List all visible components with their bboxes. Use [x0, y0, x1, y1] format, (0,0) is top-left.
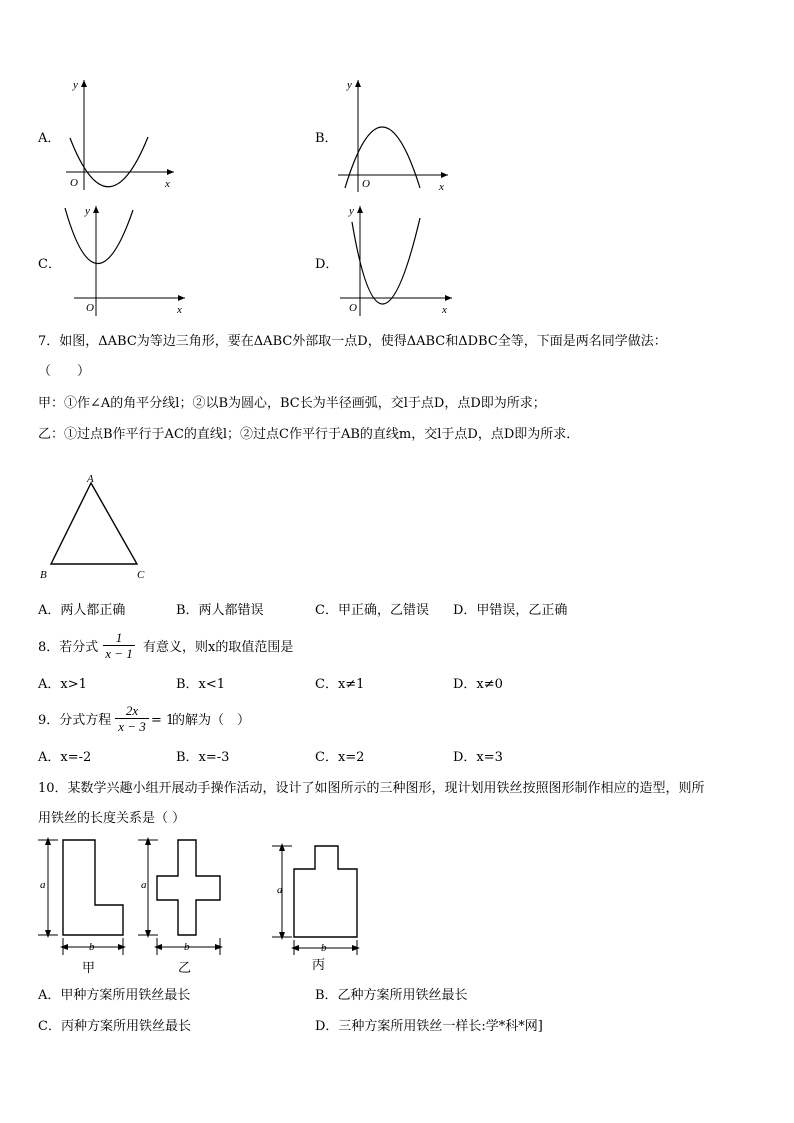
q9-suffix: 的解为（ ）	[172, 713, 251, 728]
shape-cross	[157, 840, 220, 935]
q10-line1: 10．某数学兴趣小组开展动手操作活动，设计了如图所示的三种图形，现计划用铁丝按照图形制作相应的造型，则所	[38, 781, 705, 796]
q10-line2: 用铁丝的长度关系是（ ）	[38, 811, 186, 826]
graph-d-o: O	[349, 302, 357, 314]
q7-jia: 甲：①作∠A的角平分线l；②以B为圆心，BC长为半径画弧，交l于点D，点D即为所求；	[38, 396, 546, 411]
q8-option-b: B．x<1	[176, 677, 226, 692]
graph-a-o: O	[70, 177, 78, 189]
graph-b-o: O	[362, 178, 370, 190]
graph-d-y: y	[349, 205, 354, 217]
vertex-c: C	[137, 569, 145, 581]
q9-option-c: C．x=2	[315, 750, 365, 765]
q9-equals: = 1	[151, 713, 175, 728]
q10-option-a: A．甲种方案所用铁丝最长	[38, 988, 191, 1003]
q7-stem: 7．如图，ΔABC为等边三角形，要在ΔABC外部取一点D，使得ΔABC和ΔDBC全等，下面是两名同学做法：	[38, 334, 667, 349]
q8-denominator: x − 1	[105, 646, 133, 661]
label-a-yi: a	[141, 879, 147, 891]
caption-yi: 乙	[178, 961, 192, 976]
graph-c-y: y	[85, 205, 90, 217]
vertex-a: A	[87, 473, 94, 485]
shape-l	[63, 840, 123, 935]
figure-yi	[138, 840, 220, 955]
caption-jia: 甲	[82, 961, 96, 976]
q9-denominator: x − 3	[118, 719, 146, 734]
q9-option-d: D．x=3	[453, 750, 503, 765]
figure-bing	[272, 846, 357, 955]
q8-numerator: 1	[115, 630, 123, 645]
q9-option-b: B．x=-3	[176, 750, 230, 765]
q7-paren: （ ）	[38, 364, 91, 379]
q7-option-a: A．两人都正确	[38, 603, 126, 618]
label-b-yi: b	[184, 941, 190, 953]
q9-option-a: A．x=-2	[38, 750, 92, 765]
option-c-label: C．	[38, 257, 61, 272]
q9-numerator: 2x	[125, 703, 139, 718]
graph-a-y: y	[73, 79, 78, 91]
q8-suffix: 有意义，则x的取值范围是	[143, 640, 294, 655]
q7-option-b: B．两人都错误	[176, 603, 264, 618]
label-b-bing: b	[321, 942, 327, 954]
q10-option-b: B．乙种方案所用铁丝最长	[315, 988, 468, 1003]
q8-option-a: A．x>1	[38, 677, 87, 692]
figure-jia	[38, 840, 123, 955]
q9-prefix: 9．分式方程	[38, 713, 112, 728]
label-a-bing: a	[277, 884, 283, 896]
q7-yi: 乙：①过点B作平行于AC的直线l；②过点C作平行于AB的直线m，交l于点D，点D即为所求．	[38, 427, 580, 442]
option-a-label: A．	[38, 131, 61, 146]
q7-option-c: C．甲正确，乙错误	[315, 603, 429, 618]
option-d-label: D．	[315, 257, 339, 272]
shape-step	[294, 846, 357, 937]
q10-option-d: D．三种方案所用铁丝一样长:学*科*网]	[315, 1019, 543, 1034]
label-b-jia: b	[89, 941, 95, 953]
graph-d-x: x	[442, 304, 447, 316]
q10-option-c: C．丙种方案所用铁丝最长	[38, 1019, 191, 1034]
label-a-jia: a	[40, 879, 46, 891]
graph-a-x: x	[165, 178, 170, 190]
option-b-label: B．	[315, 131, 338, 146]
q8-option-c: C．x≠1	[315, 677, 365, 692]
q7-option-d: D．甲错误，乙正确	[453, 603, 568, 618]
graph-b-y: y	[347, 79, 352, 91]
vertex-b: B	[40, 569, 47, 581]
q8-prefix: 8．若分式	[38, 640, 99, 655]
caption-bing: 丙	[312, 958, 326, 973]
graph-b-x: x	[439, 181, 444, 193]
q8-option-d: D．x≠0	[453, 677, 503, 692]
graph-c-o: O	[86, 302, 94, 314]
graph-c-x: x	[177, 304, 182, 316]
